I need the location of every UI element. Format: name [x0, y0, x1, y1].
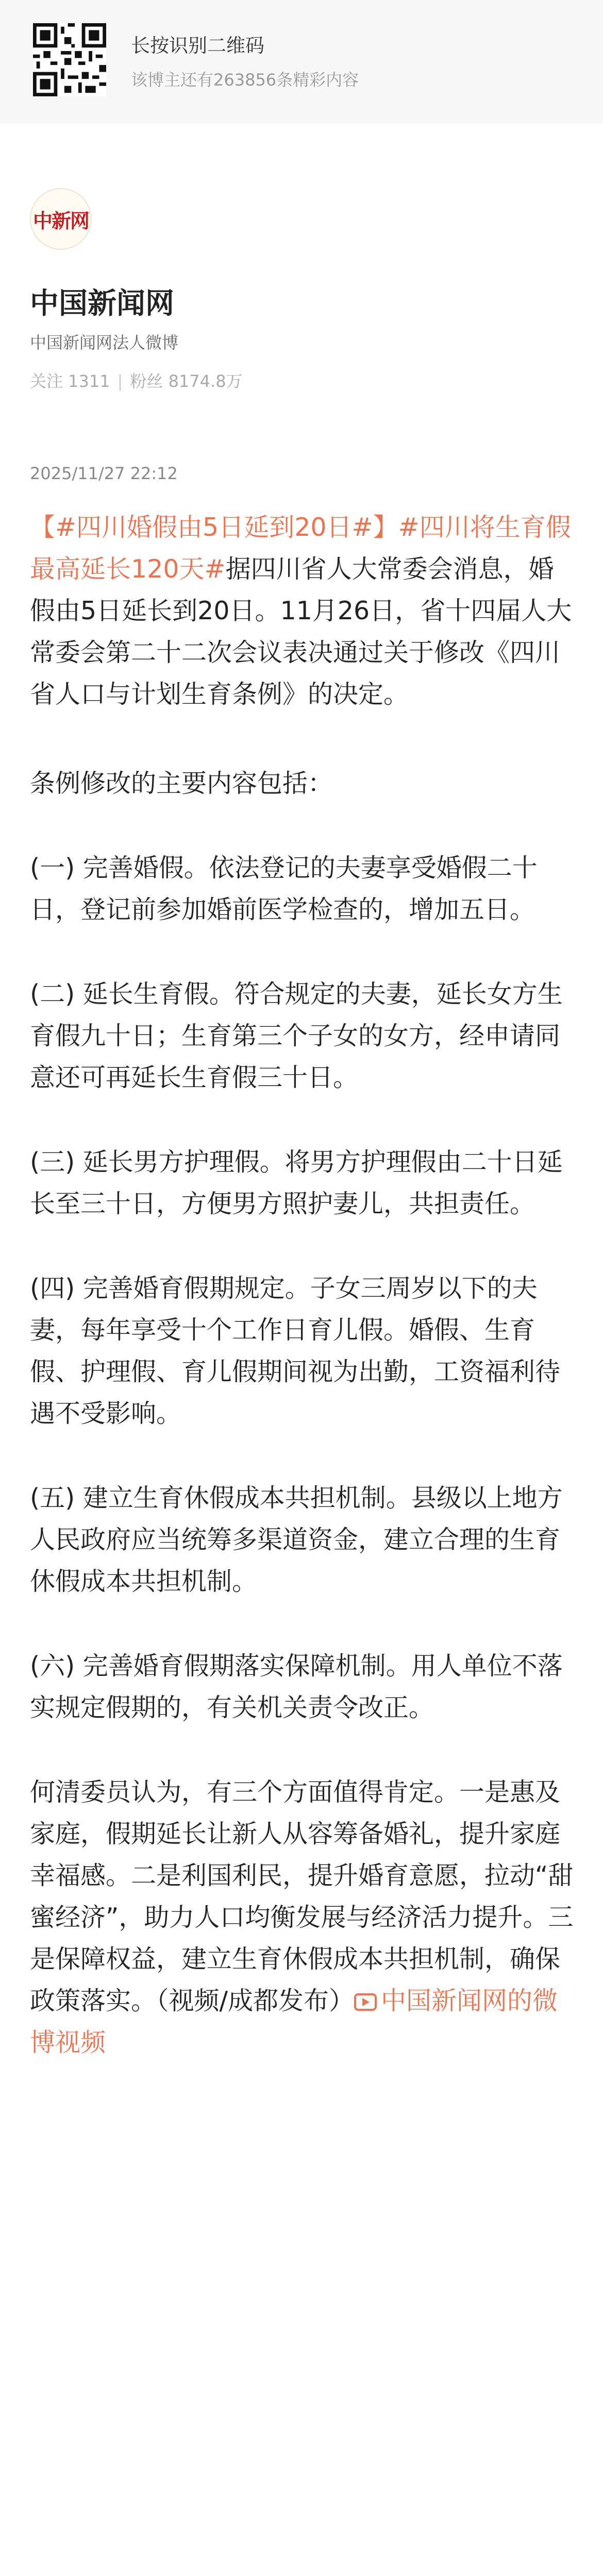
lead-paragraph [30, 506, 576, 715]
list-item: (六) 完善婚育假期落实保障机制。用人单位不落实规定假期的，有关机关责令改正。 [30, 1651, 563, 1722]
avatar-logo-text: 中新网 [32, 209, 89, 232]
list-item: (一) 完善婚假。依法登记的夫妻享受婚假二十日，登记前参加婚前医学检查的，增加五日。 [30, 853, 538, 924]
video-link-label: 中国新闻网的微博视频 [30, 1986, 558, 2057]
list-item: (三) 延长男方护理假。将男方护理假由二十日延长至三十日，方便男方照护妻儿，共担责任。 [30, 1147, 563, 1218]
closing-paragraph [30, 1771, 576, 2063]
video-link-icon [354, 1993, 377, 2011]
list-item: (二) 延长生育假。符合规定的夫妻，延长女方生育假九十日；生育第三个子女的女方，经申请同意还可再延长生育假三十日。 [30, 979, 563, 1092]
account-stats: 关注 1311 | 粉丝 8174.8万 [30, 371, 243, 391]
following-count[interactable]: 关注 1311 [30, 371, 110, 391]
topic-link-maternity-leave[interactable]: #四川将生育假最高延长120天# [30, 513, 571, 584]
qr-banner[interactable] [0, 0, 603, 124]
banner-subtitle: 该博主还有263856条精彩内容 [131, 70, 359, 90]
qr-code-icon [33, 23, 106, 96]
list-item: (四) 完善婚育假期规定。子女三周岁以下的夫妻，每年享受十个工作日育儿假。婚假、生育假、护理假、育儿假期间视为出勤，工资福利待遇不受影响。 [30, 1274, 561, 1428]
post-time: 2025/11/27 22:12 [30, 464, 178, 483]
post-content [30, 506, 576, 2063]
fans-count[interactable]: 粉丝 8174.8万 [130, 371, 243, 391]
closing-text: 何清委员认为，有三个方面值得肯定。一是惠及家庭，假期延长让新人从容筹备婚礼，提升家庭幸福感。二是利国利民，提升婚育意愿，拉动“甜蜜经济”，助力人口均衡发展与经济活力提升。三是保障权益，建立生育休假成本共担机制，确保政策落实。（视频/成都发布） [30, 1777, 574, 2015]
list-item: (五) 建立生育休假成本共担机制。县级以上地方人民政府应当统筹多渠道资金，建立合理的生育休假成本共担机制。 [30, 1483, 563, 1596]
topic-link-marriage-leave[interactable]: 【#四川婚假由5日延到20日#】 [30, 513, 398, 542]
avatar[interactable] [30, 188, 92, 250]
banner-title: 长按识别二维码 [131, 35, 264, 57]
account-description: 中国新闻网法人微博 [30, 333, 179, 352]
intro-text: 条例修改的主要内容包括： [30, 769, 333, 798]
lead-text: 据四川省人大常委会消息，婚假由5日延长到20日。11月26日，省十四届人大常委会第二十二次会议表决通过关于修改《四川省人口与计划生育条例》的决定。 [30, 554, 572, 709]
account-name[interactable]: 中国新闻网 [30, 287, 174, 320]
